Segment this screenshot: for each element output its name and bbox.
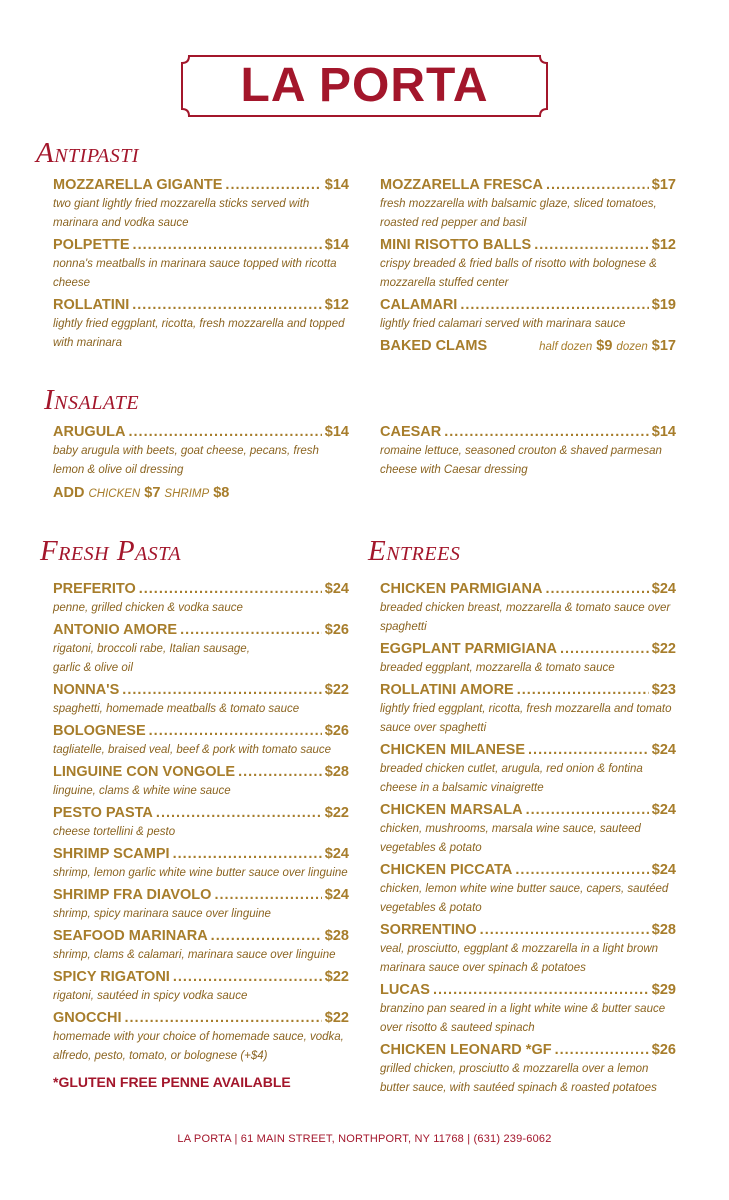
antipasti-right-column [380,176,676,357]
section-title-entrees: Entrees [368,535,461,567]
menu-item [380,236,676,293]
item-description: chicken, mushrooms, marsala wine sauce, sauteed vegetables & potato [380,823,641,854]
item-price: $12 [651,237,676,253]
item-price: $28 [324,928,349,944]
menu-item [53,236,349,293]
item-price: $24 [324,846,349,862]
menu-item [53,886,349,924]
menu-item [380,580,676,637]
item-description: two giant lightly fried mozzarella sticks served with marinara and vodka sauce [53,198,310,229]
add-shrimp-price: $8 [213,485,230,501]
menu-item [53,968,349,1006]
item-name: MOZZARELLA FRESCA [380,177,543,193]
item-price: $14 [324,177,349,193]
item-description: spaghetti, homemade meatballs & tomato sauce [53,703,300,715]
item-price: $28 [651,922,676,938]
menu-item [380,921,676,978]
item-description: shrimp, clams & calamari, marinara sauce over linguine [53,949,336,961]
menu-item [380,640,676,678]
menu-item-baked-clams [380,337,676,357]
add-label: ADD [53,485,85,501]
menu-item [380,981,676,1038]
item-price: $22 [324,1010,349,1026]
item-name: PREFERITO [53,581,136,597]
item-name: CHICKEN MARSALA [380,802,523,818]
item-name: NONNA'S [53,682,120,698]
item-name: SORRENTINO [380,922,477,938]
menu-item [380,801,676,858]
logo-text: LA PORTA [240,59,489,112]
item-description: breaded eggplant, mozzarella & tomato sauce [380,662,615,674]
salad-add-on [53,483,349,504]
add-chicken-label: CHICKEN [88,488,141,500]
menu-item [53,804,349,842]
item-price: $24 [324,581,349,597]
item-name: BAKED CLAMS [380,338,488,354]
gluten-free-note: *GLUTEN FREE PENNE AVAILABLE [53,1074,291,1090]
menu-item [53,580,349,618]
item-name: MINI RISOTTO BALLS [380,237,532,253]
item-name: CHICKEN PARMIGIANA [380,581,543,597]
item-description: lightly fried eggplant, ricotta, fresh mozzarella and tomato sauce over spaghetti [380,703,672,734]
item-description: breaded chicken breast, mozzarella & tomato sauce over spaghetti [380,602,671,633]
item-price: $22 [324,805,349,821]
item-description: lightly fried eggplant, ricotta, fresh mozzarella and topped with marinara [53,318,345,349]
menu-item [53,621,349,678]
item-description: shrimp, spicy marinara sauce over linguine [53,908,271,920]
item-description: rigatoni, broccoli rabe, Italian sausage, garlic & olive oil [53,643,250,674]
item-name: EGGPLANT PARMIGIANA [380,641,557,657]
half-dozen-price: $9 [596,338,613,354]
item-name: BOLOGNESE [53,723,146,739]
menu-item [53,722,349,760]
item-description: penne, grilled chicken & vodka sauce [53,602,243,614]
item-description: shrimp, lemon garlic white wine butter sauce over linguine [53,867,348,879]
item-name: MOZZARELLA GIGANTE [53,177,223,193]
item-price: $26 [324,622,349,638]
item-name: SEAFOOD MARINARA [53,928,208,944]
item-description: fresh mozzarella with balsamic glaze, sliced tomatoes, roasted red pepper and basil [380,198,657,229]
item-description: tagliatelle, braised veal, beef & pork with tomato sauce [53,744,332,756]
menu-item [53,296,349,353]
section-title-fresh-pasta: Fresh Pasta [40,535,182,567]
dozen-label: dozen [616,341,648,353]
section-title-antipasti: Antipasti [36,137,139,169]
item-description: rigatoni, sautéed in spicy vodka sauce [53,990,248,1002]
item-name: SHRIMP FRA DIAVOLO [53,887,212,903]
fresh-pasta-column [53,580,349,1092]
item-price: $24 [324,887,349,903]
item-name: CHICKEN LEONARD *GF [380,1042,552,1058]
item-name: POLPETTE [53,237,130,253]
baked-clams-prices [539,337,676,357]
menu-item [380,176,676,233]
menu-item [380,423,676,480]
item-name: SHRIMP SCAMPI [53,846,170,862]
item-name: ROLLATINI AMORE [380,682,514,698]
item-description: branzino pan seared in a light white wine & butter sauce over risotto & sauteed spinach [380,1003,666,1034]
item-price: $12 [324,297,349,313]
item-price: $29 [651,982,676,998]
section-title-insalate: Insalate [44,384,140,416]
item-description: veal, prosciutto, eggplant & mozzarella in a light brown marinara sauce over spinach & potatoes [380,943,659,974]
item-price: $14 [651,424,676,440]
menu-item [380,296,676,334]
item-price: $24 [651,862,676,878]
menu-item [53,1009,349,1066]
insalate-right-column [380,423,676,483]
item-price: $26 [651,1042,676,1058]
item-description: crispy breaded & fried balls of risotto with bolognese & mozzarella stuffed center [380,258,657,289]
menu-item [53,763,349,801]
item-description: breaded chicken cutlet, arugula, red onion & fontina cheese in a balsamic vinaigrette [380,763,643,794]
logo [181,55,548,117]
menu-item [53,927,349,965]
item-name: PESTO PASTA [53,805,153,821]
menu-item [53,681,349,719]
item-name: LINGUINE CON VONGOLE [53,764,236,780]
menu-item [53,845,349,883]
item-name: CHICKEN PICCATA [380,862,513,878]
item-price: $28 [324,764,349,780]
footer-address: LA PORTA | 61 MAIN STREET, NORTHPORT, NY 11768 | (631) 239-6062 [177,1133,552,1145]
menu-item [380,741,676,798]
item-price: $19 [651,297,676,313]
item-description: homemade with your choice of homemade sauce, vodka, alfredo, pesto, tomato, or bolognese (+$4) [53,1031,344,1062]
item-name: CHICKEN MILANESE [380,742,526,758]
item-name: CALAMARI [380,297,458,313]
entrees-column [380,580,676,1101]
insalate-left-column [53,423,349,504]
item-price: $22 [324,969,349,985]
half-dozen-label: half dozen [539,341,593,353]
item-description: chicken, lemon white wine butter sauce, capers, sautéed vegetables & potato [380,883,669,914]
item-price: $14 [324,237,349,253]
item-description: baby arugula with beets, goat cheese, pecans, fresh lemon & olive oil dressing [53,445,319,476]
menu-item [53,423,349,480]
item-name: LUCAS [380,982,430,998]
item-description: cheese tortellini & pesto [53,826,176,838]
dozen-price: $17 [651,338,676,354]
menu-item [380,681,676,738]
antipasti-left-column [53,176,349,356]
item-price: $22 [324,682,349,698]
menu-item [380,861,676,918]
item-price: $14 [324,424,349,440]
item-name: GNOCCHI [53,1010,122,1026]
item-name: CAESAR [380,424,442,440]
item-description: grilled chicken, prosciutto & mozzarella over a lemon butter sauce, with sautéed spinach & roasted potatoes [380,1063,657,1094]
item-name: ARUGULA [53,424,126,440]
add-chicken-price: $7 [144,485,161,501]
item-name: SPICY RIGATONI [53,969,170,985]
item-price: $22 [651,641,676,657]
item-price: $26 [324,723,349,739]
item-description: nonna's meatballs in marinara sauce topped with ricotta cheese [53,258,337,289]
add-shrimp-label: SHRIMP [164,488,210,500]
item-name: ANTONIO AMORE [53,622,178,638]
item-description: linguine, clams & white wine sauce [53,785,231,797]
menu-item [53,176,349,233]
item-description: romaine lettuce, seasoned crouton & shaved parmesan cheese with Caesar dressing [380,445,662,476]
item-description: lightly fried calamari served with marinara sauce [380,318,626,330]
item-price: $24 [651,742,676,758]
item-price: $23 [651,682,676,698]
item-name: ROLLATINI [53,297,130,313]
item-price: $24 [651,802,676,818]
item-price: $24 [651,581,676,597]
menu-item [380,1041,676,1098]
item-price: $17 [651,177,676,193]
